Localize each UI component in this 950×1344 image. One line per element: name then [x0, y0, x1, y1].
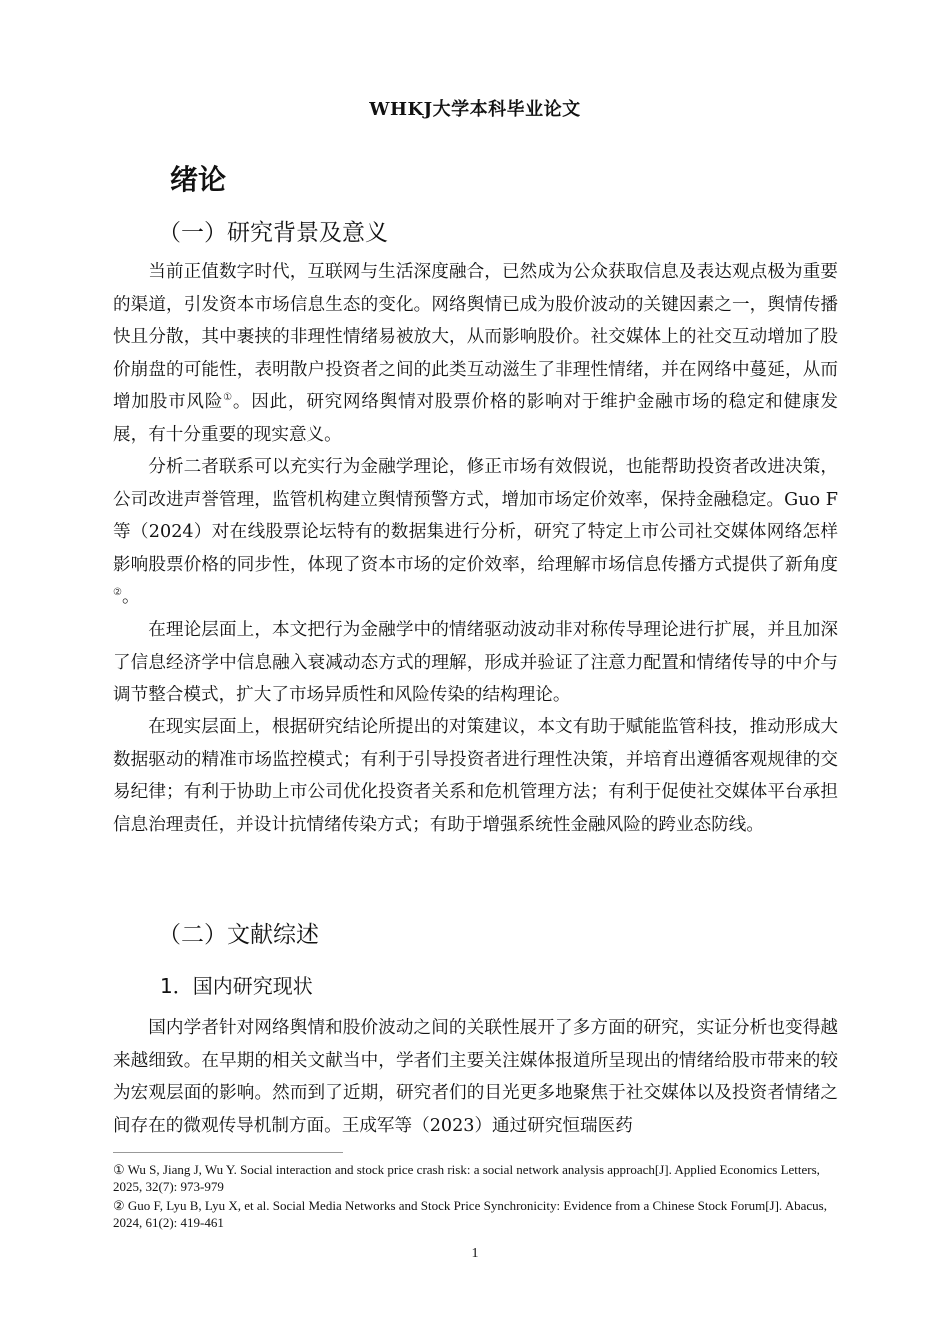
paragraph-practice: 在现实层面上，根据研究结论所提出的对策建议，本文有助于赋能监管科技，推动形成大数据驱动的精准市场监控模式；有利于引导投资者进行理性决策，并培育出遵循客观规律的交易纪律；有利于协助上市公司优化投资者关系和危机管理方法；有利于促使社交媒体平台承担信息治理责任，并设计抗情绪传染方式；有助于增强系统性金融风险的跨业态防线。 [113, 717, 838, 835]
footnote-mark: ① [113, 1162, 125, 1177]
footnote-1 [113, 1161, 838, 1195]
footnote-2 [113, 1197, 838, 1231]
section-title-literature-review: （二）文献综述 [158, 922, 319, 948]
section-title-background: （一）研究背景及意义 [158, 220, 388, 246]
subsection-title-domestic-research: 1．国内研究现状 [160, 974, 313, 998]
running-header: WHKJ大学本科毕业论文 [369, 99, 581, 120]
footnote-text: Wu S, Jiang J, Wu Y. Social interaction and stock price crash risk: a social network analysis approach[J]. Applied Economics Letters, 2025, 32(7): 973-979 [113, 1162, 820, 1194]
page-number: 1 [471, 1246, 479, 1261]
paragraph-domestic-research: 国内学者针对网络舆情和股价波动之间的关联性展开了多方面的研究，实证分析也变得越来越细致。在早期的相关文献当中，学者们主要关注媒体报道所呈现出的情绪给股市带来的较为宏观层面的影响。然而到了近期，研究者们的目光更多地聚焦于社交媒体以及投资者情绪之间存在的微观传导机制方面。王成军等（2023）通过研究恒瑞医药 [113, 1018, 838, 1136]
footnote-divider [113, 1152, 343, 1153]
paragraph-theory: 在理论层面上，本文把行为金融学中的情绪驱动波动非对称传导理论进行扩展，并且加深了信息经济学中信息融入衰减动态方式的理解，形成并验证了注意力配置和情绪传导的中介与调节整合模式，扩大了市场异质性和风险传染的结构理论。 [113, 620, 838, 705]
paragraph-background-1: 当前正值数字时代，互联网与生活深度融合，已然成为公众获取信息及表达观点极为重要的渠道，引发资本市场信息生态的变化。网络舆情已成为股价波动的关键因素之一，舆情传播快且分散，其中裹挟的非理性情绪易被放大，从而影响股价。社交媒体上的社交互动增加了股价崩盘的可能性，表明散户投资者之间的此类互动滋生了非理性情绪，并在网络中蔓延，从而增加股市风险①。因此，研究网络舆情对股票价格的影响对于维护金融市场的稳定和健康发展，有十分重要的现实意义。 [113, 262, 838, 445]
chapter-title: 绪论 [170, 163, 227, 196]
footnote-text: Guo F, Lyu B, Lyu X, et al. Social Media Networks and Stock Price Synchronicity: Evidence from a Chinese Stock Forum[J]. Abacus, 2024, 61(2): 419-461 [113, 1198, 827, 1230]
footnote-ref-1[interactable]: ① [223, 392, 233, 404]
footnote-ref-2[interactable]: ② [113, 587, 122, 599]
footnote-mark: ② [113, 1198, 125, 1213]
paragraph-background-2: 分析二者联系可以充实行为金融学理论，修正市场有效假说，也能帮助投资者改进决策，公司改进声誉管理，监管机构建立舆情预警方式，增加市场定价效率，保持金融稳定。Guo F 等（2024）对在线股票论坛特有的数据集进行分析，研究了特定上市公司社交媒体网络怎样影响股票价格的同步性，体现了资本市场的定价效率，给理解市场信息传播方式提供了新角度②。 [113, 457, 838, 607]
